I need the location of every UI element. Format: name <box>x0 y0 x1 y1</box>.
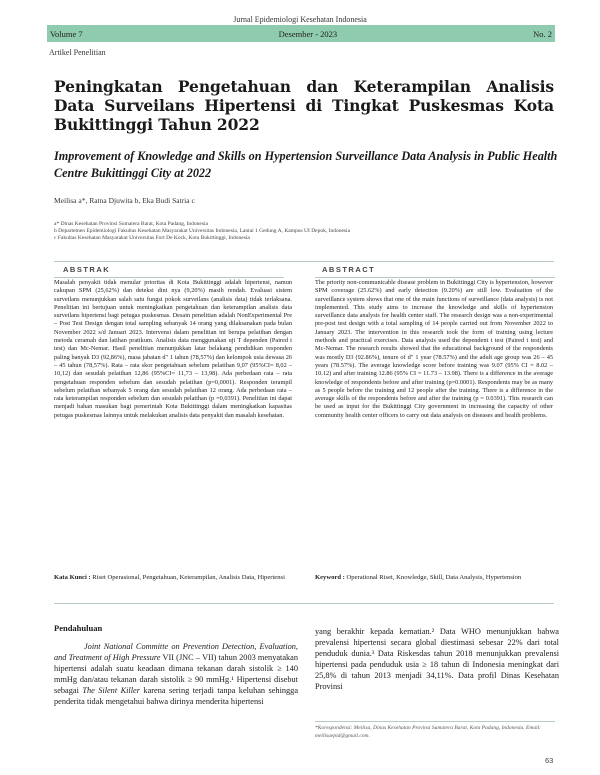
paper-title: Peningkatan Pengetahuan dan Keterampilan Analisis Data Surveilans Hipertensi di Tingkat Puskesmas Kota Bukittinggi Tahun 2022 <box>54 77 554 134</box>
issue-date: Desember - 2023 <box>278 28 338 39</box>
page-number: 63 <box>545 756 554 765</box>
authors: Meilisa a*, Ratna Djuwita b, Eka Budi Satria c <box>54 196 195 205</box>
intro-column-2: yang berakhir kepada kematian.² Data WHO menunjukkan bahwa prevalensi hipertensi secara global diestimasi sebesar 22% dari total penduduk dunia.³ Data Riskesdas tahun 2018 menunjukkan prevalensi hipertensi pada penduduk usia ≥ 18 tahun di Indonesia meningkat dari 25,8% di tahun 2013 menjadi 34,11%. Data profil Dinas Kesehatan Provinsi <box>315 627 559 691</box>
keywords-divider <box>54 603 554 604</box>
abstrak-divider <box>54 277 284 278</box>
kata-kunci-label: Kata Kunci : <box>54 574 91 581</box>
affiliation-c: c Fakultas Kesehatan Masyarakat Universitas Fort De Kock, Kota Bukittinggi, Indonesia <box>54 235 250 241</box>
intro-italic-silent-killer: The Silent Killer <box>82 686 140 695</box>
volume-bar <box>47 25 555 42</box>
kata-kunci-values: Riset Operasional, Pengetahuan, Keterampilan, Analisis Data, Hipertensi <box>92 574 285 581</box>
article-type: Artikel Penelitian <box>49 48 106 57</box>
abstrak-text: Masalah penyakit tidak menular prioritas di Kota Bukittinggi adalah hipertensi, namun cakupan SPM (25,62%) dan deteksi dini nya (9,20%) masih rendah. Evaluasi sistem surveilans menunjukkan salah satu fungsi pokok surveilans (analisis data) tidak terlaksana. Penelitian ini bertujuan untuk meningkatkan pengetahuan dan keterampilan analisis data surveilans hipertensi bagi petugas puskesmas. Desain penelitian adalah NonExperimental Pre – Post Test Design dengan total sampling sebanyak 14 orang yang dilaksanakan pada bulan November 2022 s/d Januari 2023. Intervensi dalam penelitian ini berupa pelatihan dengan metoda ceramah dan latihan pratikum. Analisis data menggunakan uji T dependen (Paired t test) dan Mc-Nemar. Hasil penelitian menunjukkan latar belakang pendidikan responden paling banyak D3 (92,86%), masa jabatan d" 1 tahun (78,57%) dan kelompok usia dewasa 26 – 45 tahun (78,57%). Rata – rata skor pengetahuan sebelum pelatihan 9,07 (95%CI= 8,02 – 10,12) dan sesudah pelatihan 12,86 (95%CI= 11,73 – 13,98). Ada perbedaan rata – rata pengetahuan responden sebelum dan sesudah pelatihan (p=0,0001). Responden terampil sebelum pelatihan sebanyak 5 orang dan sesudah pelatihan 12 orang. Ada perbedaan rata – rata keterampilan responden sebelum dan sesudah pelatihan (p =0,0391). Penelitian ini dapat menjadi bahan masukan bagi pemerintah Kota Bukittinggi dalam meningkatkan kapasitas petugas puskesmas lainnya untuk melakukan analisis data penyakit dan masalah kesehatan. <box>54 279 292 419</box>
keywords-values: Operational Riset, Knowledge, Skill, Data Analysis, Hypertension <box>346 574 522 581</box>
issue-number: No. 2 <box>533 28 552 39</box>
affiliation-b: b Departemen Epidemiologi Fakultas Kesehatan Masyarakat Universitas Indonesia, Lantai 1 Gedung A, Kampus UI Depok, Indonesia <box>54 228 351 234</box>
volume-label: Volume 7 <box>50 28 83 39</box>
intro-italic-committee: Joint National Committe on Prevention Detection, Evaluation, and Treatment of High Pressure <box>54 642 298 662</box>
affiliation-a: a* Dinas Kesehatan Provinsi Sumatera Barat, Kota Padang, Indonesia <box>54 221 208 227</box>
kata-kunci <box>54 573 294 582</box>
footnote-divider <box>315 721 555 722</box>
abstract-text: The priority non-communicable disease problem in Bukittinggi City is hypertension, however SPM coverage (25.62%) and early detection (9.20%) are still low. Evaluation of the surveillance system shows that one of the main functions of surveillance (data analysis) is not implemented. This study aims to increase the knowledge and skills of hypertension surveillance data analysis for health center staff. The research design was a non-experimental pre-post test design with a total sampling of 14 people carried out from November 2022 to January 2023. The intervention in this research took the form of training using lecture methods and practical exercises. Data analysis used the dependent t test (Paired t test) and Mc-Nemar. The research results showed that the educational background of the respondents was mostly D3 (92.86%), tenure of d" 1 year (78.57%) and the adult age group was 26 – 45 years (78.57%). The average knowledge score before training was 9.07 (95% CI = 8.02 – 10.12) and after training 12.86 (95% CI = 11.73 – 13.98). There is a difference in the average knowledge of respondents before and after training (p=0.0001). Respondents may be as many as 5 people before the training and 12 people after the training. There is a difference in the average skills of the respondents before and after the training (p = 0.0391). This research can be used as input for the Bukittinggi City government in increasing the capacity of other community health center officers to carry out data analysis on diseases and health problems. <box>315 279 553 419</box>
paper-subtitle: Improvement of Knowledge and Skills on Hypertension Surveillance Data Analysis in Public Health Centre Bukittinggi City at 2022 <box>54 149 558 180</box>
abstract-heading: ABSTRACT <box>322 265 376 274</box>
keywords <box>315 573 555 582</box>
top-divider <box>54 261 554 262</box>
intro-text-a: VII (JNC – VII) tahun 2003 menyatakan hipertensi adalah suatu keadaan dimana tekanan darah sistolik ≥ 140 mmHg dan/atau tekanan darah sistolik ≥ 90 mmHg.¹ Hipertensi disebut sebagai <box>54 653 299 695</box>
section-heading-pendahuluan: Pendahuluan <box>54 623 103 633</box>
abstract-divider <box>315 277 555 278</box>
abstrak-heading: ABSTRAK <box>63 265 111 274</box>
correspondence-footnote: *Korespondensi: Meilisa, Dinas Kesehatan Provinsi Sumatera Barat, Kota Padang, Indonesia. Email: meilisaepid@gmail.com. <box>315 725 541 739</box>
keywords-label: Keyword : <box>315 574 345 581</box>
intro-text-b: karena sering terjadi tanpa keluhan sehingga penderita tidak mengetahui bahwa dirinya menderita hipertensi <box>54 686 299 706</box>
intro-column-1 <box>54 641 298 707</box>
journal-name: Jurnal Epidemiologi Kesehatan Indonesia <box>233 15 367 24</box>
affiliations <box>54 221 350 242</box>
